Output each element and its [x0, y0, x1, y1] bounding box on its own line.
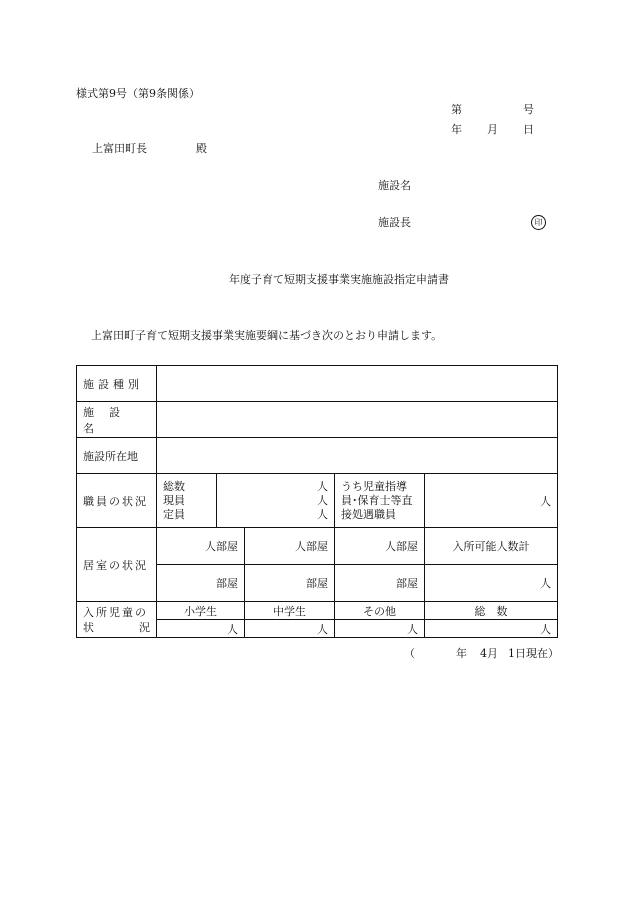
- date-month: 月: [487, 123, 498, 136]
- staff-counts[interactable]: 人 人 人: [217, 474, 335, 528]
- date-day: 日: [523, 123, 534, 136]
- asof-year: 年: [456, 647, 467, 660]
- application-table: [76, 365, 558, 638]
- children-label: 入所児童の 状 況: [77, 602, 157, 638]
- col-other: その他: [335, 602, 425, 620]
- director-label: 施設長: [378, 216, 411, 229]
- facility-address-label: 施設所在地: [77, 438, 157, 474]
- row-rooms-top: [77, 528, 558, 565]
- asof-paren-open: （: [404, 647, 415, 660]
- row-facility-name: [77, 402, 558, 438]
- room-type-2[interactable]: 人部屋: [245, 528, 335, 565]
- doc-number-dai: 第: [451, 103, 462, 116]
- junior-high-count[interactable]: 人: [245, 620, 335, 638]
- capacity-label: 入所可能人数計: [425, 528, 558, 565]
- elementary-count[interactable]: 人: [157, 620, 245, 638]
- room-count-3[interactable]: 部屋: [335, 565, 425, 602]
- date-year: 年: [451, 123, 462, 136]
- facility-address-field[interactable]: [157, 438, 558, 474]
- room-count-1[interactable]: 部屋: [157, 565, 245, 602]
- doc-number-go: 号: [523, 103, 534, 116]
- addressee: 上富田町長: [92, 142, 147, 155]
- col-elementary: 小学生: [157, 602, 245, 620]
- row-facility-type: [77, 366, 558, 402]
- row-facility-address: [77, 438, 558, 474]
- seal-icon: 印: [531, 215, 546, 230]
- document-title: 年度子育て短期支援事業実施施設指定申請書: [229, 273, 449, 286]
- col-total: 総 数: [425, 602, 558, 620]
- facility-type-field[interactable]: [157, 366, 558, 402]
- row-children-top: [77, 602, 558, 620]
- room-type-1[interactable]: 人部屋: [157, 528, 245, 565]
- room-count-2[interactable]: 部屋: [245, 565, 335, 602]
- rooms-label: 居室の状況: [77, 528, 157, 602]
- form-number: 様式第9号（第9条関係）: [76, 87, 200, 100]
- total-count[interactable]: 人: [425, 620, 558, 638]
- honorific-dono: 殿: [196, 142, 207, 155]
- guidance-staff-label: うち児童指導 員･保育士等直 接処遇職員: [335, 474, 425, 528]
- facility-name-field[interactable]: [157, 402, 558, 438]
- other-count[interactable]: 人: [335, 620, 425, 638]
- facility-name-label-cell: 施設名: [77, 402, 157, 438]
- capacity-value[interactable]: 人: [425, 565, 558, 602]
- row-staff: [77, 474, 558, 528]
- col-junior-high: 中学生: [245, 602, 335, 620]
- asof-day: 1日現在）: [508, 647, 559, 660]
- staff-categories: 総数 現員 定員: [157, 474, 217, 528]
- facility-name-label: 施設名: [378, 179, 411, 192]
- room-type-3[interactable]: 人部屋: [335, 528, 425, 565]
- staff-label: 職員の状況: [77, 474, 157, 528]
- guidance-staff-count[interactable]: 人: [425, 474, 558, 528]
- intro-text: 上富田町子育て短期支援事業実施要綱に基づき次のとおり申請します。: [91, 329, 443, 342]
- facility-type-label: 施設種別: [77, 366, 157, 402]
- asof-month: 4月: [480, 647, 498, 660]
